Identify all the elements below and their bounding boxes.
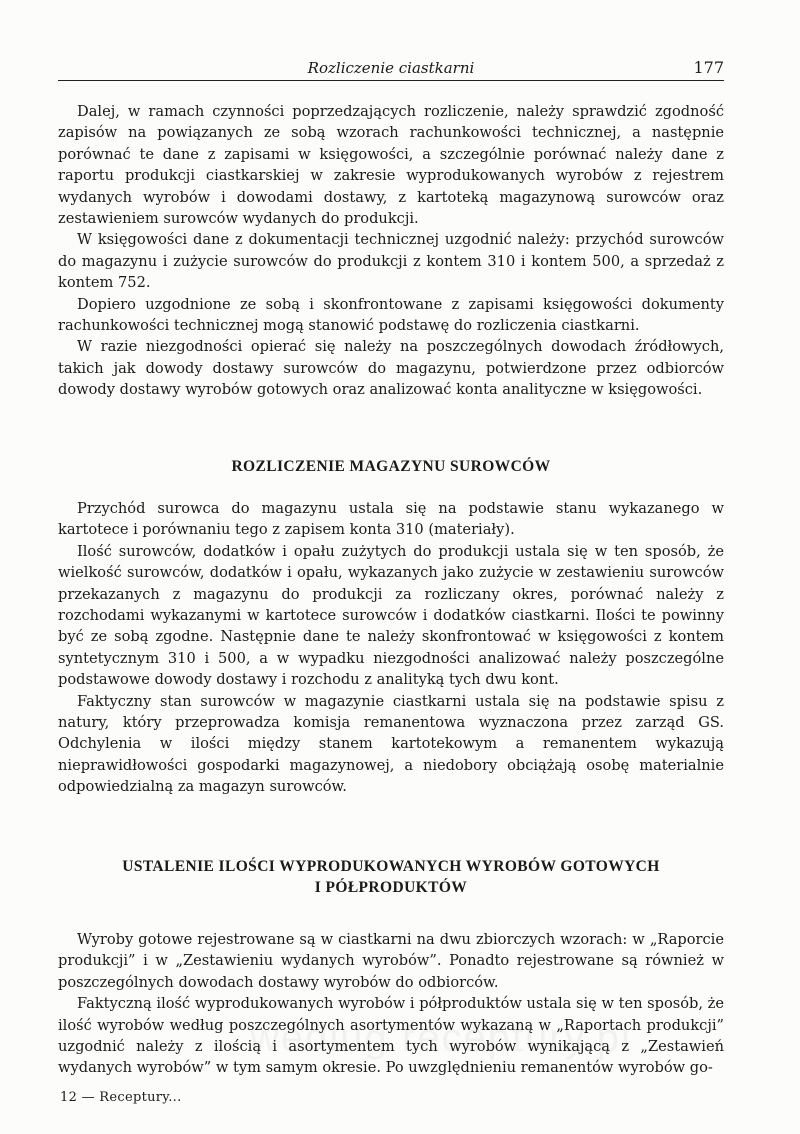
paragraph: W księgowości dane z dokumentacji technicznej uzgodnić należy: przychód surowców do magazynu i zużycie surowców do produkcji z kontem 310 i kontem 500, a sprzedaż z kontem 752. — [58, 231, 724, 292]
paragraph: Przychód surowca do magazynu ustala się na podstawie stanu wykazanego w kartotece i porównaniu tego z zapisem konta 310 (materiały). — [58, 500, 724, 539]
paragraph: Faktyczny stan surowców w magazynie ciastkarni ustala się na podstawie spisu z natury, który przeprowadza komisja remanentowa wyznaczona przez zarząd GS. Odchylenia w ilości między stanem kartotekowym a remanentem wykazują nieprawidłowości gospodarki magazynowej, a niedobory obciążają osobę materialnie odpowiedzialną za magazyn surowców. — [58, 692, 724, 796]
signature-mark: 12 — Receptury... — [60, 1090, 182, 1105]
watermark — [250, 1016, 632, 1061]
paragraph: Faktyczną ilość wyprodukowanych wyrobów i półproduktów ustala się w ten sposób, że ilość wyrobów według poszczególnych asortymentów wykazaną w „Raportach produkcji” uzgodnić należy z ilością i asortymentem tych wyrobów wynikającą z „Zestawień wydanych wyrobów” w tym samym okresie. Po uwzględnieniu remanentów wyrobów go- — [58, 995, 724, 1077]
paragraph: W razie niezgodności opierać się należy na poszczególnych dowodach źródłowych, takich jak dowody dostawy surowców do magazynu, potwierdzone przez odbiorców dowody dostawy wyrobów gotowych oraz analizować konta analityczne w księgowości. — [58, 338, 724, 399]
warehouse-text-block — [58, 498, 724, 798]
paragraph: Dalej, w ramach czynności poprzedzających rozliczenie, należy sprawdzić zgodność zapisów na powiązanych ze sobą wzorach rachunkowości technicznej, a następnie porównać te dane z zapisami w księgowości, a szczególnie porównać należy dane z raportu produkcji ciastkarskiej w zakresie wyprodukowanych wyrobów z rejestrem wydanych wyrobów i dowodami dostawy, z kartoteką magazynową surowców oraz zestawieniem surowców wydanych do produkcji. — [58, 103, 724, 228]
paragraph: Wyroby gotowe rejestrowane są w ciastkarni na dwu zbiorczych wzorach: w „Raporcie produkcji” i w „Zestawieniu wydanych wyrobów”. Ponadto rejestrowane są również w poszczególnych dowodach dostawy wyrobów do odbiorców. — [58, 931, 724, 991]
running-title: Rozliczenie ciastkarni — [307, 59, 475, 77]
section-heading-line: I PÓŁPRODUKTÓW — [314, 879, 468, 896]
section-heading-warehouse: ROZLICZENIE MAGAZYNU SUROWCÓW — [231, 458, 551, 475]
page-number: 177 — [693, 58, 724, 77]
paragraph: Ilość surowców, dodatków i opału zużytych do produkcji ustala się w ten sposób, że wielkość surowców, dodatków i opału, wykazanych jako zużycie w zestawieniu surowców przekazanych z magazynu do produkcji za rozliczany okres, porównać należy z rozchodami wykazanymi w kartotece surowców i dodatków ciastkarni. Ilości te powinny być ze sobą zgodne. Następnie dane te należy skonfrontować w księgowości z kontem syntetycznym 310 i 500, a w wypadku niezgodności analizować należy poszczególne podstawowe dowody dostawy i rozchodu z analityką tych dwu kont. — [58, 542, 724, 689]
intro-text-block — [58, 101, 724, 401]
section-heading-production — [58, 856, 724, 898]
running-header — [58, 58, 724, 81]
section-heading-line: USTALENIE ILOŚCI WYPRODUKOWANYCH WYROBÓW GOTOWYCH — [122, 858, 660, 875]
paragraph: Dopiero uzgodnione ze sobą i skonfrontowane z zapisami księgowości dokumenty rachunkowości technicznej mogą stanowić podstawę do rozliczenia ciastkarni. — [58, 295, 724, 335]
